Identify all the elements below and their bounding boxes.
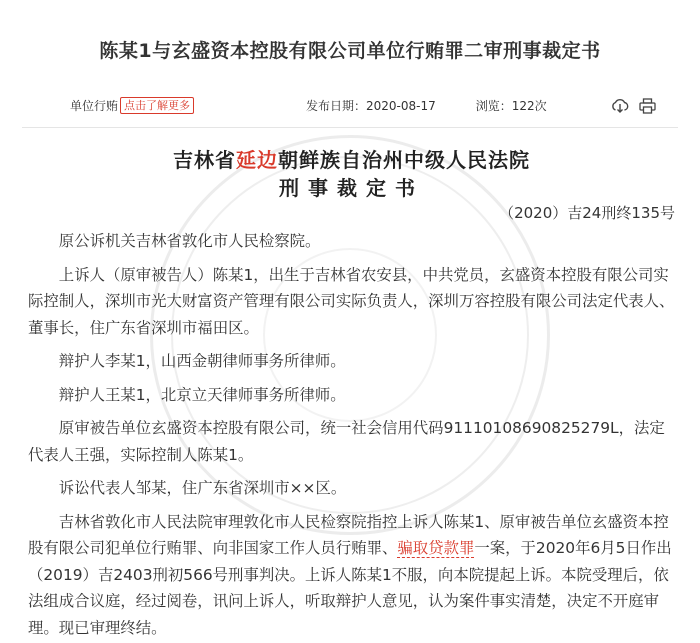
proceedings-text-a: 吉林省敦化市人民法院审理敦化市人民检察院指控上诉人陈某1、原审被告单位玄盛资本控股有限公司犯单位行贿罪、向非国家工作人员行贿罪、: [28, 512, 669, 557]
paragraph-appellant: 上诉人（原审被告人）陈某1，出生于吉林省农安县，中共党员，玄盛资本控股有限公司实际控制人，深圳市光大财富资产管理有限公司实际负责人，深圳万容控股有限公司法定代表人、董事长，住广东省深圳市福田区。: [28, 265, 675, 337]
paragraph-prosecutor: 原公诉机关吉林省敦化市人民检察院。: [58, 232, 321, 250]
crime-link[interactable]: 骗取贷款罪: [397, 539, 475, 557]
view-count: 浏览：122次: [475, 99, 547, 113]
learn-more-tag[interactable]: 点击了解更多: [120, 97, 194, 114]
document-type: 刑事裁定书: [279, 176, 424, 200]
paragraph-proceedings: [28, 509, 675, 642]
proceedings-text-b: 一案，于2020年6月5日作出（2019）吉2403刑初566号刑事判决。上诉人陈某1不服，向本院提起上诉。本院受理后，依法组成合议庭，经过阅卷，讯问上诉人，听取辩护人意见，认为案件事实清楚，决定不开庭审理。现已审理终结。: [28, 539, 672, 637]
paragraph-representative: 诉讼代表人邹某，住广东省深圳市××区。: [58, 479, 347, 497]
action-icons: [611, 98, 656, 114]
document-body: [0, 144, 700, 641]
category-group: [70, 97, 194, 114]
document-title: 陈某1与玄盛资本控股有限公司单位行贿罪二审刑事裁定书: [99, 40, 601, 62]
paragraph-defender-2: 辩护人王某1，北京立天律师事务所律师。: [58, 385, 346, 404]
meta-bar: [22, 84, 678, 128]
category-label: 单位行贿: [70, 99, 119, 113]
court-highlight: 延边: [236, 148, 278, 172]
case-number: （2020）吉24刑终135号: [499, 204, 675, 222]
print-icon[interactable]: [639, 98, 656, 114]
publish-date: 发布日期：2020-08-17: [306, 99, 436, 113]
download-icon[interactable]: [611, 98, 629, 114]
court-suffix: 朝鲜族自治州中级人民法院: [278, 148, 530, 172]
paragraph-defender-1: 辩护人李某1，山西金朝律师事务所律师。: [58, 352, 346, 370]
court-name: [28, 144, 675, 172]
paragraph-defendant-unit: 原审被告单位玄盛资本控股有限公司，统一社会信用代码91110108690825279L，法定代表人王强，实际控制人陈某1。: [28, 419, 665, 464]
court-prefix: 吉林省: [173, 148, 236, 172]
